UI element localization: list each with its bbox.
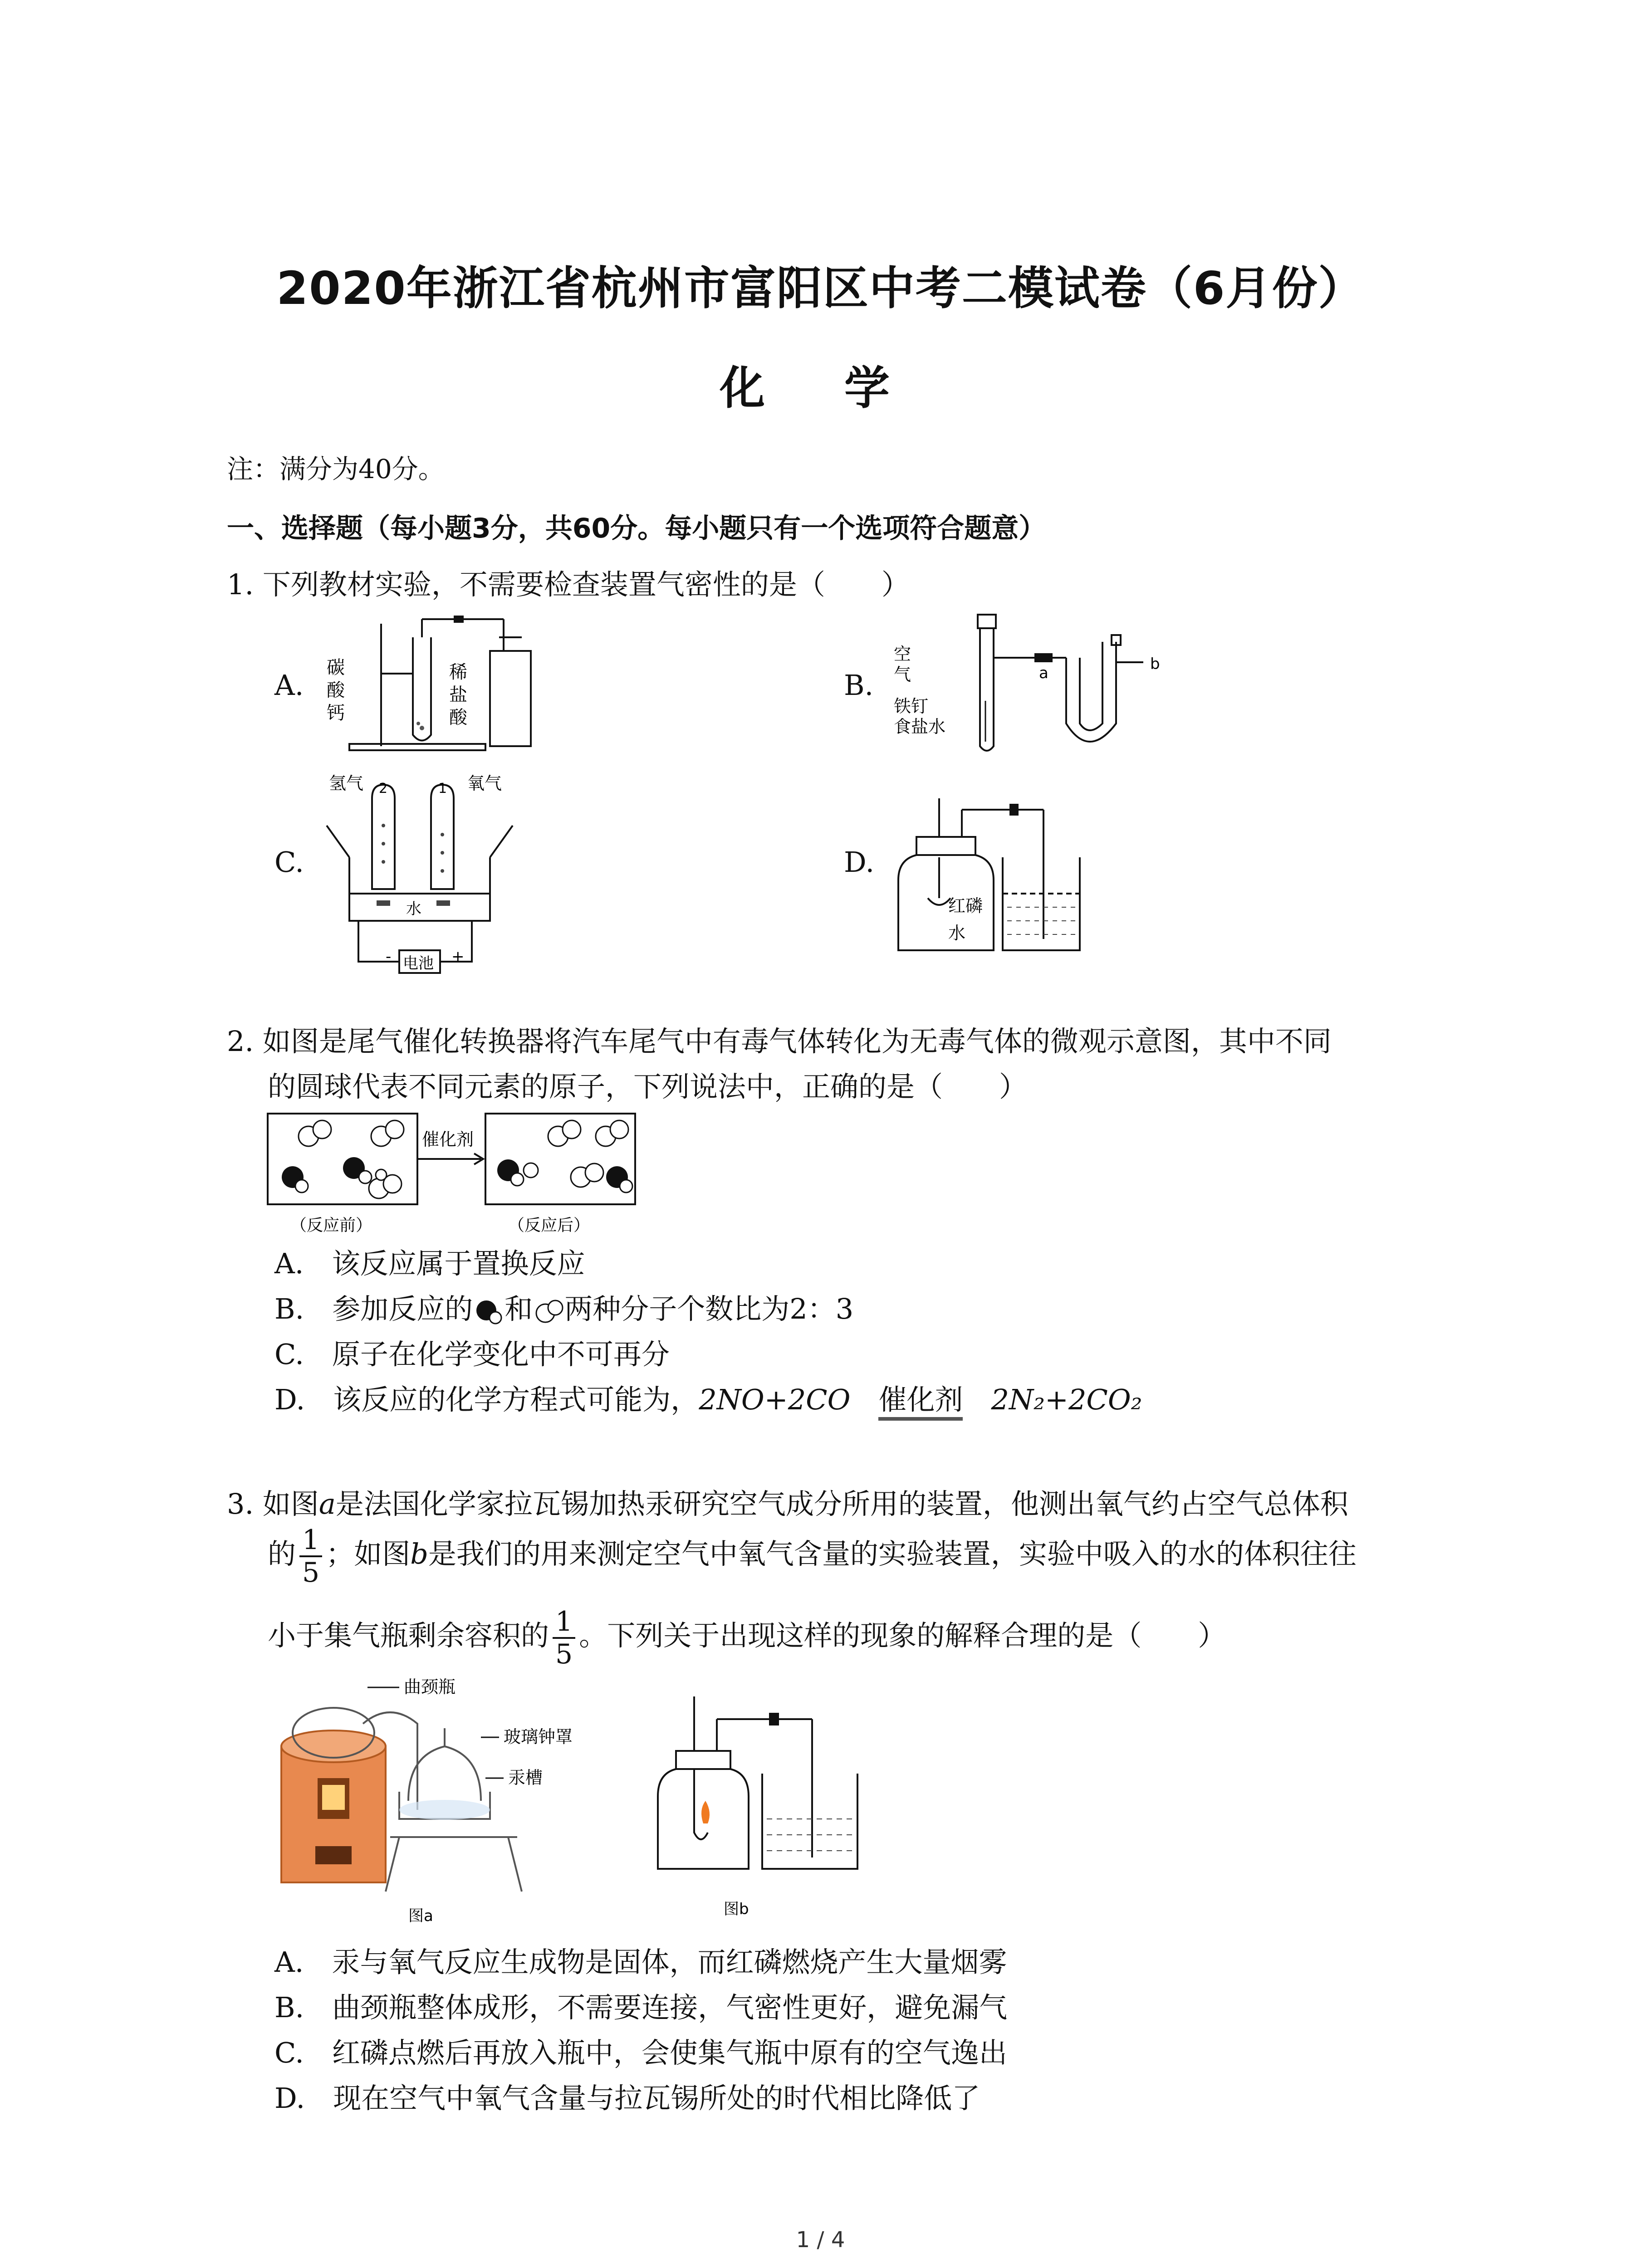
page-title: 2020年浙江省杭州市富阳区中考二模试卷（6月份）: [276, 262, 1365, 315]
q2-equation-left: 2NO+2CO: [699, 1383, 851, 1416]
fraction-denominator: 5: [302, 1557, 320, 1589]
fig-b-label-3: 铁钉: [894, 696, 929, 716]
q3-option-b: B. 曲颈瓶整体成形，不需要连接，气密性更好，避免漏气: [274, 1991, 1008, 2024]
fig-b-label-2: 气: [894, 665, 911, 684]
white-molecule-icon: [533, 1298, 564, 1325]
q1-stem: 1. 下列教材实验，不需要检查装置气密性的是（ ）: [227, 568, 910, 601]
fig-c-label-1: 1: [438, 781, 447, 797]
q3-option-a: A. 汞与氧气反应生成物是固体，而红磷燃烧产生大量烟雾: [274, 1945, 1007, 1979]
q3-fig-b-caption: 图b: [724, 1900, 749, 1918]
fig-c-label-h2: 氢气: [329, 773, 364, 793]
fig-a-label-4: 稀: [449, 662, 467, 683]
q2-figure-before: （反应前）: [290, 1216, 372, 1235]
q3-line3-suffix: 。下列关于出现这样的现象的解释合理的是（ ）: [579, 1619, 1226, 1652]
q3-fig-a-flask-label: 曲颈瓶: [404, 1677, 456, 1697]
q3-line2-suffix: 是我们的用来测定空气中氧气含量的实验装置，实验中吸入的水的体积往往: [428, 1537, 1357, 1571]
fig-a-label-3: 钙: [327, 703, 345, 723]
section-heading: 一、选择题（每小题3分，共60分。每小题只有一个选项符合题意）: [227, 513, 1046, 544]
q2-stem-line1: 2. 如图是尾气催化转换器将汽车尾气中有毒气体转化为无毒气体的微观示意图，其中不同: [227, 1025, 1332, 1058]
fig-a-label-1: 碳: [327, 657, 345, 678]
q1-figure-c: [318, 771, 554, 975]
fraction-numerator: 1: [553, 1608, 575, 1639]
q2-equation-right: 2N₂+2CO₂: [991, 1383, 1142, 1416]
score-note: 注：满分为40分。: [227, 454, 445, 484]
q3-option-c: C. 红磷点燃后再放入瓶中，会使集气瓶中原有的空气逸出: [274, 2036, 1007, 2069]
q1-figure-d: [889, 789, 1098, 962]
q3-fig-a-bell-label: 玻璃钟罩: [504, 1727, 573, 1747]
q2-option-c: C. 原子在化学变化中不可再分: [274, 1338, 670, 1371]
fig-d-label-p: 红磷: [948, 896, 983, 916]
q2-option-b-prefix: B. 参加反应的: [274, 1292, 473, 1325]
fraction-denominator: 5: [555, 1638, 573, 1670]
fig-c-label-water: 水: [406, 900, 421, 918]
fig-b-label-4: 食盐水: [894, 717, 946, 737]
q3-stem-line1: [227, 1487, 1348, 1520]
q2-stem-line2: 的圆球代表不同元素的原子，下列说法中，正确的是（ ）: [268, 1070, 1028, 1103]
fig-a-label-6: 酸: [449, 707, 467, 728]
q2-option-b-and: 和: [505, 1292, 533, 1325]
q2-figure: [263, 1109, 662, 1241]
q1-figure-a: [318, 610, 572, 760]
fig-c-label-o2: 氧气: [467, 773, 502, 793]
fig-c-label-2: 2: [379, 781, 388, 797]
fig-b-label-1: 空: [894, 644, 911, 664]
q3-fig-a-trough-label: 汞槽: [508, 1768, 543, 1788]
q1-figure-b: [889, 610, 1180, 764]
q1-option-d: D.: [844, 846, 875, 879]
q2-option-b: [274, 1292, 854, 1325]
q3-line2-mid: ；如图: [326, 1537, 411, 1571]
q3-fig-ref-a: a: [318, 1487, 336, 1520]
q3-stem-line3: [268, 1608, 1226, 1668]
q3-option-d: D. 现在空气中氧气含量与拉瓦锡所处的时代相比降低了: [274, 2082, 980, 2115]
fig-b-label-b: b: [1150, 655, 1160, 673]
fig-d-label-w: 水: [948, 923, 966, 943]
fig-a-label-5: 盐: [449, 684, 467, 705]
fig-c-label-minus: -: [386, 948, 392, 966]
q3-fig-ref-b: b: [410, 1537, 428, 1571]
q3-line1-suffix: 是法国化学家拉瓦锡加热汞研究空气成分所用的装置，他测出氧气约占空气总体积: [335, 1487, 1348, 1520]
q3-line3-prefix: 小于集气瓶剩余容积的: [268, 1619, 549, 1652]
q3-line1-prefix: 3. 如图: [227, 1487, 319, 1520]
fig-a-label-2: 酸: [327, 680, 345, 701]
q2-option-b-suffix: 两种分子个数比为2：3: [564, 1292, 854, 1325]
q3-line2-prefix: 的: [268, 1537, 296, 1571]
q3-stem-line2: [268, 1524, 1357, 1589]
q3-fig-a-caption: 图a: [408, 1907, 433, 1925]
fig-c-label-plus: +: [451, 948, 465, 966]
q1-option-c: C.: [274, 846, 304, 879]
q2-equation-catalyst: 催化剂: [878, 1383, 963, 1421]
fig-c-label-battery: 电池: [403, 954, 434, 973]
q3-figure-b: [644, 1687, 898, 1923]
q2-option-d-prefix: D. 该反应的化学方程式可能为，: [274, 1383, 699, 1416]
q2-option-d: [274, 1383, 1142, 1416]
fraction-numerator: 1: [299, 1526, 322, 1557]
q1-option-b: B.: [844, 669, 874, 702]
subject-title: 化 学: [720, 362, 921, 415]
fig-b-label-a: a: [1039, 664, 1048, 682]
q1-option-a: A.: [274, 669, 304, 702]
q3-fraction-1: [299, 1524, 322, 1589]
q2-figure-after: （反应后）: [508, 1216, 590, 1235]
page-number: 1 / 4: [796, 2227, 845, 2253]
q3-fraction-2: [553, 1608, 575, 1668]
q2-option-a: A. 该反应属于置换反应: [274, 1247, 585, 1280]
q3-figure-a: [272, 1674, 617, 1928]
black-white-molecule-icon: [473, 1298, 505, 1325]
q2-figure-catalyst: 催化剂: [422, 1129, 474, 1149]
